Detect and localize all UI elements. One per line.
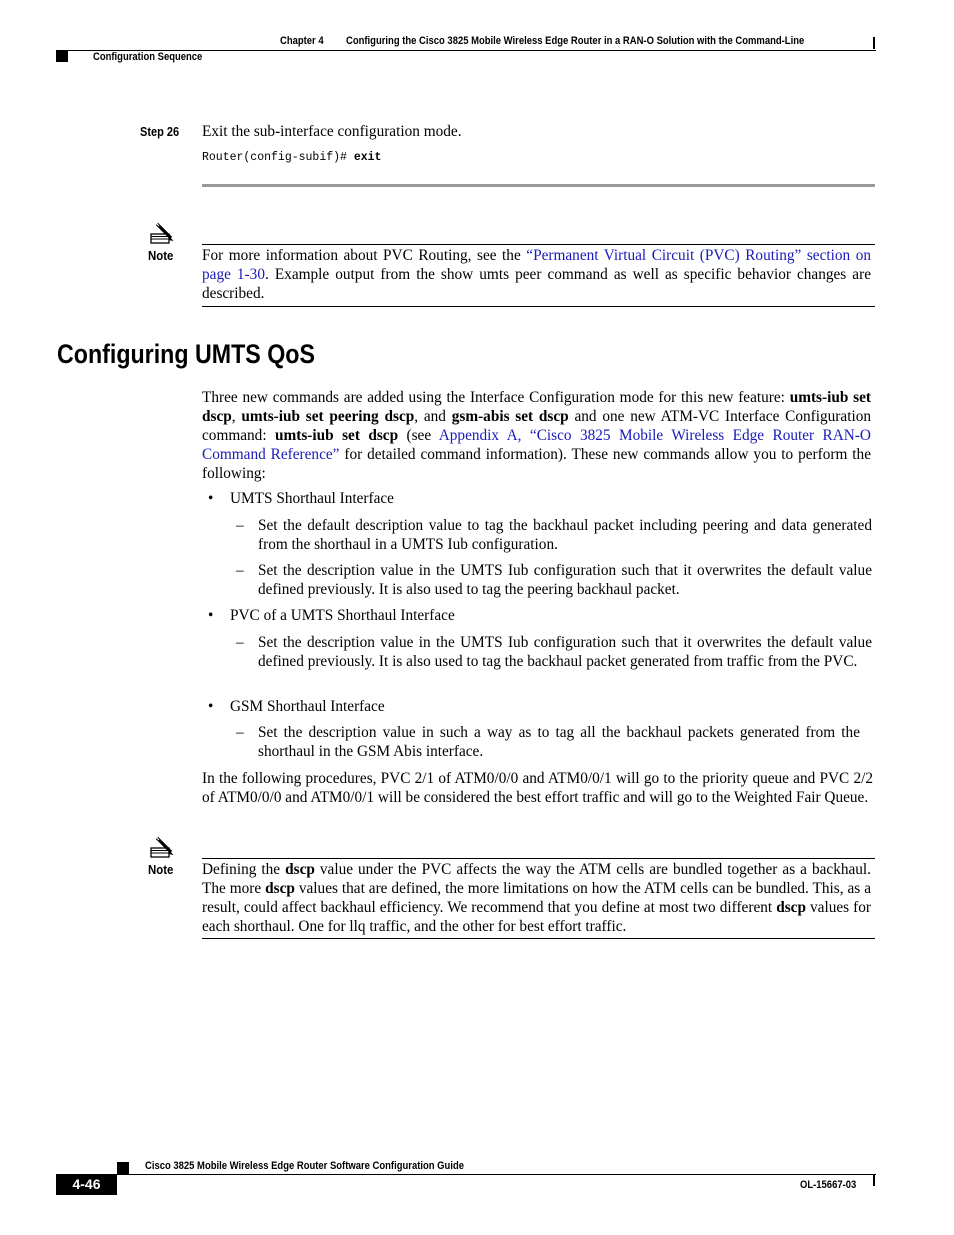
note2-label: Note <box>148 862 174 877</box>
procedures-paragraph: In the following procedures, PVC 2/1 of ATM0/0/0 and ATM0/0/1 will go to the priority queue and PVC 2/2 of ATM0/0/0 and ATM0/0/1 will be considered the best effort traffic and will go to the Weighted Fair Queue. <box>202 770 873 806</box>
bullet-3: • <box>208 698 214 715</box>
list-subitem-2: Set the description value in the UMTS Iub configuration such that it overwrites the default value defined previously. It is also used to tag the peering backhaul packet. <box>258 562 872 598</box>
list-item-umts-shorthaul: UMTS Shorthaul Interface <box>230 490 394 507</box>
note1-top-rule <box>202 244 875 245</box>
cmd-umts-iub-set-peering-dscp: umts-iub set peering dscp <box>241 408 415 425</box>
note1-label: Note <box>148 248 174 263</box>
bullet-2: • <box>208 607 214 624</box>
dscp-term-1: dscp <box>285 861 315 878</box>
pvc-routing-link[interactable]: “Permanent Virtual Circuit (PVC) Routing” section on page 1-30 <box>202 247 872 283</box>
note2-top-rule <box>202 858 875 859</box>
intro-text-3: , and <box>414 408 452 425</box>
bullet-1: • <box>208 490 214 507</box>
chapter-label: Chapter 4 <box>280 35 324 47</box>
dash-1: – <box>236 517 244 534</box>
note1-text <box>202 246 871 303</box>
section-label: Configuration Sequence <box>93 51 203 63</box>
list-subitem-3: Set the description value in the UMTS Iub configuration such that it overwrites the default value defined previously. It is also used to tag the backhaul packet generated from traffic from the PVC. <box>258 634 872 670</box>
code-command: exit <box>353 151 382 164</box>
note-icon <box>149 221 177 247</box>
note1-text-post: . Example output from the show umts peer command as well as specific behavior changes are described. <box>202 266 871 302</box>
list-subitem-4: Set the description value in such a way as to tag all the backhaul packets generated from the shorthaul in the GSM Abis interface. <box>258 724 860 760</box>
dash-4: – <box>236 724 244 741</box>
intro-text-1: Three new commands are added using the Interface Configuration mode for this new feature: <box>202 389 790 406</box>
doc-id: OL-15667-03 <box>800 1179 857 1191</box>
cmd-umts-iub-set-dscp: umts-iub set dscp <box>202 389 871 425</box>
intro-paragraph <box>202 388 871 483</box>
note1-text-pre: For more information about PVC Routing, see the <box>202 247 527 264</box>
note2-text-3: values that are defined, the more limitations on how the ATM cells can be bundled. This, as a result, could affect backhaul efficiency. We recommend that you define at most two different <box>202 880 871 916</box>
code-prompt: Router(config-subif)# <box>202 151 354 164</box>
intro-text-5: (see <box>398 427 439 444</box>
header-marker <box>56 50 68 62</box>
note-icon <box>149 835 177 861</box>
intro-text-4: and one new ATM-VC Interface Configuration command: <box>202 408 871 444</box>
header-rule-end <box>873 37 875 49</box>
code-line <box>202 151 381 164</box>
step-label: Step 26 <box>140 125 180 139</box>
dash-2: – <box>236 562 244 579</box>
note2-text-2: value under the PVC affects the way the ATM cells are bundled together as a backhaul. The more <box>202 861 872 897</box>
intro-text-2: , <box>231 408 242 425</box>
list-subitem-1: Set the default description value to tag the backhaul packet including peering and data generated from the shorthaul in a UMTS Iub configuration. <box>258 517 872 553</box>
footer-marker <box>117 1162 129 1174</box>
note2-text <box>202 860 871 936</box>
intro-text-6: for detailed command information). These new commands allow you to perform the following: <box>202 446 871 482</box>
dscp-term-2: dscp <box>265 880 295 897</box>
list-item-pvc: PVC of a UMTS Shorthaul Interface <box>230 607 455 624</box>
note2-text-4: values for each shorthaul. One for llq traffic, and the other for best effort traffic. <box>202 899 871 935</box>
appendix-a-link[interactable]: Appendix A, “Cisco 3825 Mobile Wireless Edge Router RAN-O Command Reference” <box>202 427 871 463</box>
chapter-title: Configuring the Cisco 3825 Mobile Wireless Edge Router in a RAN-O Solution with the Command-Line <box>346 35 805 47</box>
guide-title: Cisco 3825 Mobile Wireless Edge Router Software Configuration Guide <box>145 1160 464 1172</box>
footer-rule <box>56 1174 876 1175</box>
note2-text-1: Defining the <box>202 861 286 878</box>
step-text: Exit the sub-interface configuration mode. <box>202 123 462 140</box>
note1-bottom-rule <box>202 306 875 307</box>
list-item-gsm: GSM Shorthaul Interface <box>230 698 385 715</box>
step-end-rule <box>202 184 875 187</box>
cmd-gsm-abis-set-dscp: gsm-abis set dscp <box>451 408 569 425</box>
dscp-term-3: dscp <box>776 899 806 916</box>
footer-rule-end <box>873 1174 875 1186</box>
note2-bottom-rule <box>202 938 875 939</box>
section-title: Configuring UMTS QoS <box>57 339 315 369</box>
page-number: 4-46 <box>72 1176 101 1192</box>
cmd-atm-vc-umts-iub-set-dscp: umts-iub set dscp <box>275 427 399 444</box>
dash-3: – <box>236 634 244 651</box>
